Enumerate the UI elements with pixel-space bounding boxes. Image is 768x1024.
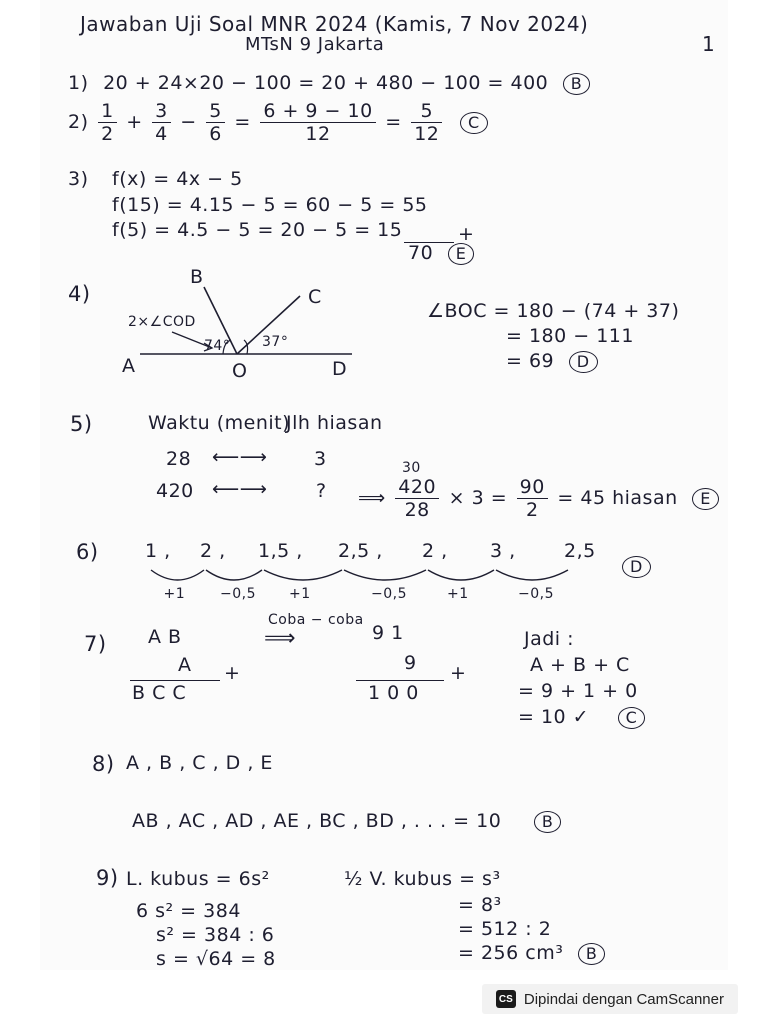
q6-term: 2,5 (564, 540, 596, 562)
q9-right-1: ½ V. kubus = s³ (344, 868, 501, 890)
q1-work: 20 + 24×20 − 100 = 20 + 480 − 100 = 400 (103, 72, 549, 94)
q7-right-line (356, 680, 444, 681)
q1-number: 1) (68, 72, 89, 94)
q7-coba: Coba − coba (268, 612, 364, 628)
q7-right-2: 9 (404, 652, 417, 674)
q7-right-plus: + (450, 662, 467, 684)
q5-col-2: Jlh hiasan (286, 412, 383, 434)
q6-term: 2,5 , (338, 540, 383, 562)
q7-left-line (130, 680, 220, 681)
q7-sum-1: A + B + C (530, 654, 630, 676)
q7-left-plus: + (224, 662, 241, 684)
q6-term: 1,5 , (258, 540, 303, 562)
q8-letters: A , B , C , D , E (126, 752, 273, 774)
school-name: MTsN 9 Jakarta (245, 34, 385, 55)
q4-label-b: B (190, 266, 204, 288)
q5-arrow-1: ⟵⟶ (212, 446, 268, 468)
q5-row-2-a: 420 (156, 480, 194, 502)
q7-right-1: 9 1 (372, 622, 404, 644)
q3-line-3: f(5) = 4.5 − 5 = 20 − 5 = 15 (112, 219, 403, 241)
q8-number: 8) (92, 752, 115, 776)
q6-arc (264, 570, 342, 580)
q2: 2) $\frac{1}{2}$ + $\frac{3}{4}$ − $\frac{5}{6}$ = $\frac{6 + 9 - 10}{12}$ = $\frac{5}{12}$ C (68, 100, 488, 145)
q6-number: 6) (76, 540, 99, 564)
q6-arc (151, 570, 204, 580)
q2-number: 2) (68, 111, 89, 133)
page-number: 1 (702, 32, 716, 56)
q5-answer: E (692, 488, 719, 510)
q4-number: 4) (68, 282, 91, 306)
q5-row-1-a: 28 (166, 448, 192, 470)
q5-row-1-b: 3 (314, 448, 327, 470)
q4-work-3: = 69 D (506, 350, 598, 373)
q7-answer: C (618, 707, 646, 729)
q7-sum-2: = 9 + 1 + 0 (518, 680, 638, 702)
q5-top-note: 30 (402, 460, 421, 476)
q4-label-c: C (308, 286, 322, 308)
q6-arc (344, 570, 426, 580)
q3-answer: E (448, 243, 475, 265)
q5-fraction-2: $\frac{90}{2}$ (517, 476, 548, 521)
q7-number: 7) (84, 632, 107, 656)
q6-term: 3 , (490, 540, 516, 562)
q6-difference: +1 (289, 586, 311, 602)
q9-left-4: s = √64 = 8 (156, 948, 276, 970)
q3-line-1: f(x) = 4x − 5 (112, 168, 243, 190)
q2-fraction-5: $\frac{5}{12}$ (411, 100, 442, 145)
q5-number: 5) (70, 412, 93, 436)
q4-angle-2: 37° (262, 334, 289, 350)
q7-jadi: Jadi : (524, 628, 575, 650)
q5-arrow-2: ⟵⟶ (212, 478, 268, 500)
q6-term: 1 , (145, 540, 171, 562)
q9-left-3: s² = 384 : 6 (156, 924, 275, 946)
q2-answer: C (460, 112, 488, 134)
camscanner-watermark (482, 984, 738, 1014)
q6-difference: −0,5 (220, 586, 256, 602)
q6-arc (496, 570, 568, 580)
q3-number: 3) (68, 168, 89, 190)
q6-arc (206, 570, 262, 580)
q7-arrow: ⟹ (264, 626, 297, 651)
q6-term: 2 , (200, 540, 226, 562)
q5-row-2-b: ? (316, 480, 327, 502)
q4-angle-1: 74° (204, 338, 231, 354)
q9-answer: B (578, 943, 605, 965)
q3-line-2: f(15) = 4.15 − 5 = 60 − 5 = 55 (112, 194, 428, 216)
page-title: Jawaban Uji Soal MNR 2024 (Kamis, 7 Nov 2024) (80, 12, 589, 36)
q9-right-2: = 8³ (458, 894, 502, 916)
q6-answer-wrap (614, 555, 651, 578)
q6-difference: +1 (447, 586, 469, 602)
q9-right-3: = 512 : 2 (458, 918, 552, 940)
q6-arc (428, 570, 494, 580)
q9-left-1: L. kubus = 6s² (126, 868, 270, 890)
q7-right-3: 1 0 0 (368, 682, 419, 704)
camscanner-logo-icon: CS (496, 990, 516, 1008)
q5-col-1: Waktu (menit) (148, 412, 291, 434)
q6-difference: −0,5 (371, 586, 407, 602)
q2-fraction-4: $\frac{6 + 9 - 10}{12}$ (260, 100, 375, 145)
q8-pairs: AB , AC , AD , AE , BC , BD , . . . = 10 B (132, 810, 561, 833)
q4-work-2: = 180 − 111 (506, 325, 634, 347)
q6-difference: +1 (163, 586, 186, 602)
q7-left-1: A B (148, 626, 182, 648)
q9-left-2: 6 s² = 384 (136, 900, 241, 922)
q3-sum: 70 E (408, 242, 474, 265)
q6-difference: −0,5 (518, 586, 554, 602)
q5-implies-arrow: ⟹ (358, 487, 386, 509)
q4-label-d: D (332, 358, 348, 380)
q4-answer: D (569, 351, 598, 373)
q6-term: 2 , (422, 540, 448, 562)
q5-work: ⟹ $\frac{420}{28}$ × 3 = $\frac{90}{2}$ = 45 hiasan E (358, 476, 719, 521)
q7-sum-3: = 10 ✓ C (518, 706, 645, 729)
q9-number: 9) (96, 866, 119, 890)
q1-answer: B (563, 73, 590, 95)
q2-fraction-1: $\frac{1}{2}$ (98, 100, 117, 145)
q8-answer: B (534, 811, 561, 833)
q4-label-o: O (232, 360, 248, 382)
q2-fraction-3: $\frac{5}{6}$ (206, 100, 225, 145)
q7-left-2: A (178, 654, 192, 676)
q4-work-1: ∠BOC = 180 − (74 + 37) (427, 300, 680, 322)
q5-fraction-1: $\frac{420}{28}$ (395, 476, 439, 521)
camscanner-text: Dipindai dengan CamScanner (523, 990, 724, 1008)
q7-left-3: B C C (132, 682, 187, 704)
q4-label-a: A (122, 355, 136, 377)
q4-note: 2×∠COD (128, 314, 196, 330)
q9-right-4: = 256 cm³ B (458, 942, 605, 965)
q3-plus: + (458, 223, 475, 245)
q6-answer: D (622, 556, 651, 578)
q2-fraction-2: $\frac{3}{4}$ (152, 100, 171, 145)
